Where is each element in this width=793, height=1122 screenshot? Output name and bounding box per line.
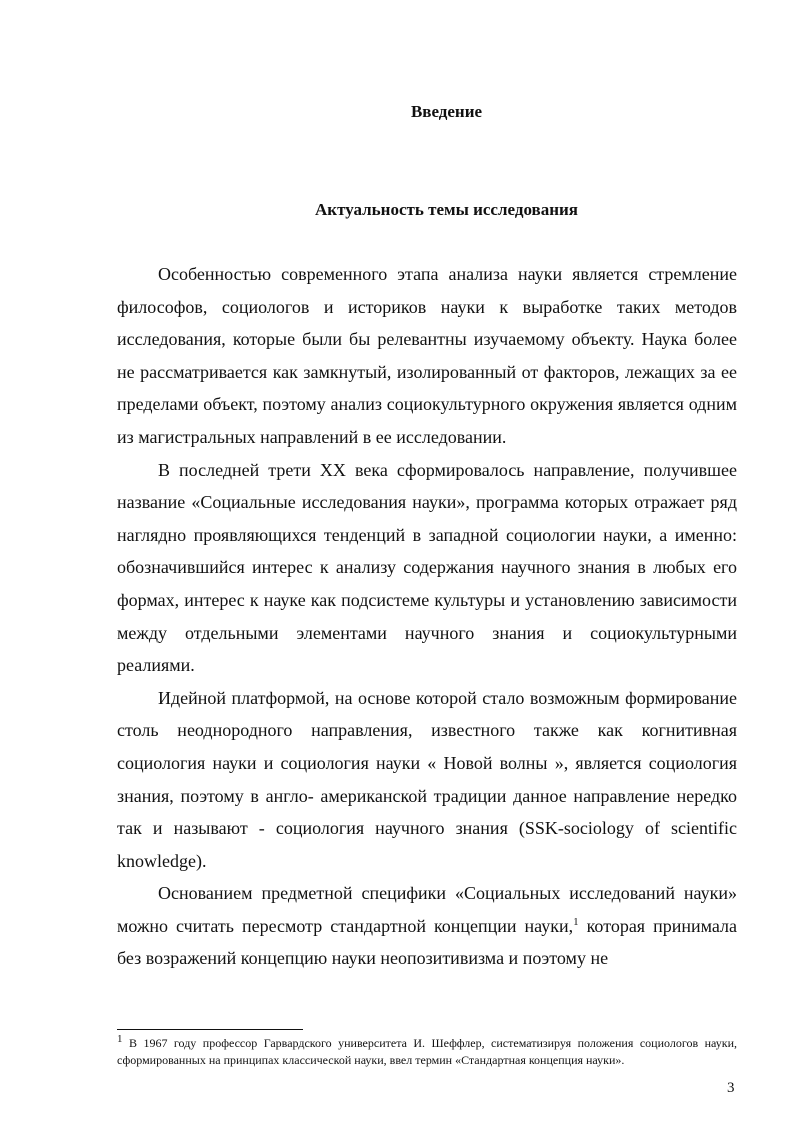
paragraph: В последней трети XX века сформировалось направление, получившее название «Социальные исследования науки», программа которых отражает ряд наглядно проявляющихся тенденций в западной социологии науки, а именно: обозначившийся интерес к анализу содержания научного знания в любых его формах, интерес к науке как подсистеме культуры и установлению зависимости между отдельными элементами научного знания и социокультурными реалиями. — [117, 459, 737, 676]
page-title: Введение — [410, 102, 483, 121]
footnote — [117, 1035, 737, 1069]
body-text — [117, 258, 737, 975]
paragraph-text: которая принимала без возражений концепцию науки неопозитивизма и поэтому не — [117, 915, 737, 969]
footnote-text: В 1967 году профессор Гарвардского университета И. Шеффлер, систематизируя положения социологов науки, сформированных на принципах классической науки, ввел термин «Стандартная концепция науки». — [117, 1036, 737, 1067]
footnote-marker: 1 — [117, 1033, 123, 1045]
paragraph-text: Основанием предметной специфики «Социальных исследований науки» можно считать пересмотр стандартной концепции науки, — [117, 883, 737, 936]
section-heading: Актуальность темы исследования — [315, 200, 578, 219]
footnote-divider — [117, 1029, 303, 1030]
page-number: 3 — [727, 1080, 735, 1096]
paragraph: Особенностью современного этапа анализа науки является стремление философов, социологов и историков науки к выработке таких методов исследования, которые были бы релевантны изучаемому объекту. Наука более не рассматривается как замкнутый, изолированный от факторов, лежащих за ее пределами объект, поэтому анализ социокультурного окружения является одним из магистральных направлений в ее исследовании. — [117, 264, 737, 447]
paragraph — [117, 877, 737, 975]
paragraph: Идейной платформой, на основе которой стало возможным формирование столь неоднородного направления, известного также как когнитивная социология науки и социология науки « Новой волны », является социология знания, поэтому в англо- американской традиции данное направление нередко так и называют - социология научного знания (SSK-sociology of scientific knowledge). — [117, 687, 737, 871]
footnote-reference[interactable]: 1 — [573, 915, 579, 928]
